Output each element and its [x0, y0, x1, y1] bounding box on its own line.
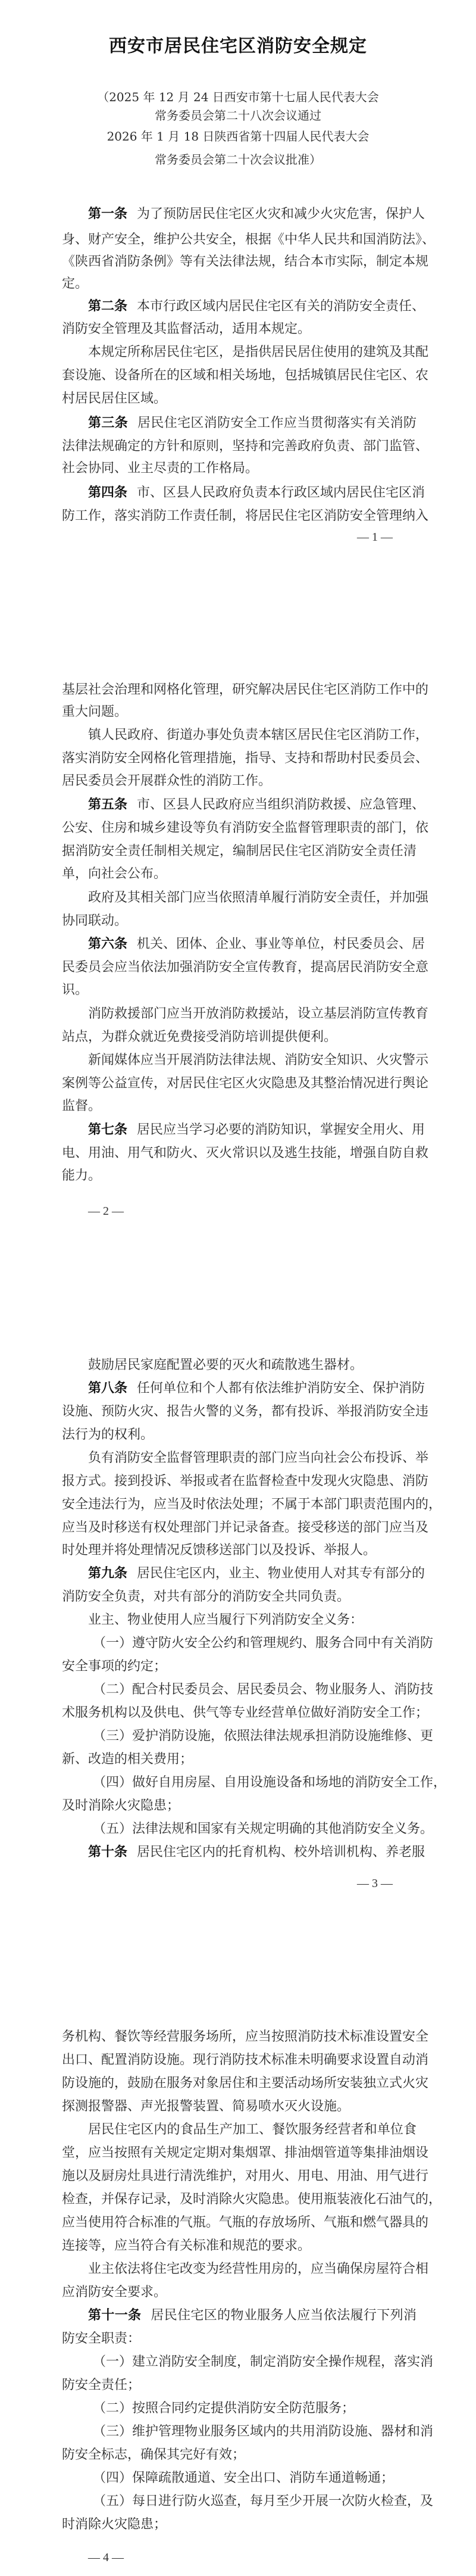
article-label: 第四条 — [88, 485, 128, 500]
body-line: 定。 — [62, 276, 89, 291]
body-line: 鼓励居民家庭配置必要的灭火和疏散逃生器材。 — [88, 1358, 364, 1373]
list-item-line: （四）保障疏散通道、安全出口、消防车通道畅通； — [93, 2471, 394, 2485]
body-line: 负有消防安全监督管理职责的部门应当向社会公布投诉、举 — [88, 1451, 429, 1465]
article-8-line: 第八条 任何单位和个人都有依法维护消防安全、保护消防 — [88, 1381, 425, 1396]
body-line: 据消防安全责任制相关规定，编制居民住宅区消防安全责任清 — [62, 844, 416, 859]
article-4-line: 第四条 市、区县人民政府负责本行政区域内居民住宅区消 — [88, 485, 425, 500]
adoption-note-line: 2026 年 1 月 18 日陕西省第十四届人民代表大会 — [107, 129, 369, 144]
article-9-line: 第九条 居民住宅区内，业主、物业使用人对其专有部分的 — [88, 1566, 425, 1581]
article-label: 第八条 — [88, 1381, 128, 1396]
body-line: 堂，应当按照有关规定定期对集烟罩、排油烟管道等集排油烟设 — [62, 2145, 429, 2160]
article-label: 第二条 — [88, 299, 128, 314]
body-line: 消防安全管理及其监督活动，适用本规定。 — [62, 322, 311, 336]
body-line: 套设施、设备所在的区域和相关场地，包括城镇居民住宅区、农 — [62, 368, 429, 383]
article-6-line: 第六条 机关、团体、企业、事业等单位，村民委员会、居 — [88, 937, 425, 952]
body-line: 法行为的权利。 — [62, 1427, 154, 1442]
body-line: 公安、住房和城乡建设等负有消防安全监督管理职责的部门，依 — [62, 821, 429, 835]
body-line: 监督。 — [62, 1099, 102, 1114]
article-label: 第三条 — [88, 416, 129, 431]
adoption-note-line: 常务委员会第二十次会议批准） — [155, 152, 321, 167]
list-item-line: （三）爱护消防设施，依照法律法规承担消防设施维修、更 — [93, 1729, 434, 1744]
body-line: 安全事项的约定； — [62, 1659, 167, 1674]
body-line: 应消防安全要求。 — [62, 2285, 167, 2300]
article-10-line: 第十条 居民住宅区内的托育机构、校外培训机构、养老服 — [88, 1845, 425, 1860]
body-line: 安全违法行为，应当及时依法处理；不属于本部门职责范围内的， — [62, 1497, 442, 1512]
body-line: 电、用油、用气和防火、灭火常识以及逃生技能，增强自防自救 — [62, 1146, 429, 1161]
document-title: 西安市居民住宅区消防安全规定 — [109, 36, 367, 57]
body-line: 报方式。接到投诉、举报或者在监督检查中发现火灾隐患、消防 — [62, 1474, 429, 1489]
body-line: 防安全职责： — [62, 2331, 141, 2346]
body-line: 政府及其相关部门应当依照清单履行消防安全责任，并加强 — [88, 890, 429, 905]
article-1-line: 第一条 为了预防居民住宅区火灾和减少火灾危害，保护人 — [88, 207, 425, 222]
body-line: 防安全标志，确保其完好有效； — [62, 2447, 246, 2462]
adoption-note-line: 常务委员会第二十八次会议通过 — [155, 108, 321, 123]
article-label: 第七条 — [88, 1122, 128, 1137]
body-line: 法律法规确定的方针和原则，坚持和完善政府负责、部门监管、 — [62, 439, 429, 454]
body-line: 术服务机构以及供电、供气等专业经营单位做好消防安全工作； — [62, 1705, 429, 1720]
body-line: 案例等公益宣传，对居民住宅区火灾隐患及其整治情况进行舆论 — [62, 1076, 429, 1091]
body-line: 时消除火灾隐患； — [62, 2517, 167, 2532]
body-line: 单，向社会公布。 — [62, 866, 167, 881]
body-line: 居民住宅区内的食品生产加工、餐饮服务经营者和单位食 — [88, 2122, 416, 2137]
body-line: 消防安全负责，对共有部分的消防安全共同负责。 — [62, 1589, 350, 1604]
body-line: 《陕西省消防条例》等有关法律法规，结合本市实际，制定本规 — [62, 254, 429, 269]
list-item-line: （二）按照合同约定提供消防安全防范服务； — [93, 2401, 355, 2416]
body-line: 应当使用符合标准的气瓶。气瓶的存放场所、气瓶和燃气器具的 — [62, 2215, 429, 2230]
body-line: 防工作，落实消防工作责任制，将居民住宅区消防安全管理纳入 — [62, 509, 429, 523]
list-item-line: （四）做好自用房屋、自用设施设备和场地的消防安全工作， — [93, 1775, 447, 1790]
body-line: 镇人民政府、街道办事处负责本辖区居民住宅区消防工作， — [88, 728, 429, 743]
article-label: 第九条 — [88, 1566, 128, 1581]
list-item-line: （二）配合村民委员会、居民委员会、物业服务人、消防技 — [93, 1682, 434, 1697]
body-line: 新、改造的相关费用； — [62, 1752, 193, 1767]
body-line: 协同联动。 — [62, 913, 128, 928]
body-line: 社会协同、业主尽责的工作格局。 — [62, 461, 259, 476]
body-line: 村居民居住区域。 — [62, 391, 167, 406]
body-line: 业主依法将住宅改变为经营性用房的，应当确保房屋符合相 — [88, 2262, 429, 2276]
body-line: 识。 — [62, 983, 89, 997]
article-label: 第一条 — [88, 207, 128, 222]
article-7-line: 第七条 居民应当学习必要的消防知识，掌握安全用火、用 — [88, 1122, 425, 1137]
body-line: 时处理并将处理情况反馈移送部门以及投诉、举报人。 — [62, 1543, 377, 1558]
list-item-line: （五）法律法规和国家有关规定明确的其他消防安全义务。 — [93, 1822, 434, 1836]
list-item-line: （三）维护管理物业服务区域内的共用消防设施、器材和消 — [93, 2424, 434, 2439]
article-3-line: 第三条 居民住宅区消防安全工作应当贯彻落实有关消防 — [88, 416, 416, 431]
page-number: — 1 — — [357, 531, 393, 544]
list-item-line: （五）每日进行防火巡查，每月至少开展一次防火检查，及 — [93, 2494, 434, 2509]
page-number: — 3 — — [357, 1877, 393, 1890]
body-line: 能力。 — [62, 1168, 102, 1183]
body-line: 设施、预防火灾、报告火警的义务，都有投诉、举报消防安全违 — [62, 1404, 429, 1419]
body-line: 施以及厨房灶具进行清洗维护，对用火、用电、用油、用气进行 — [62, 2169, 429, 2184]
body-line: 探测报警器、声光报警装置、简易喷水灭火设施。 — [62, 2099, 350, 2114]
body-line: 新闻媒体应当开展消防法律法规、消防安全知识、火灾警示 — [88, 1053, 429, 1068]
body-line: 防安全责任； — [62, 2378, 141, 2393]
body-line: 务机构、餐饮等经营服务场所，应当按照消防技术标准设置安全 — [62, 2029, 429, 2044]
adoption-note-line: （2025 年 12 月 24 日西安市第十七届人民代表大会 — [97, 90, 379, 104]
article-label: 第六条 — [88, 937, 128, 952]
body-line: 民委员会应当依法加强消防安全宣传教育，提高居民消防安全意 — [62, 960, 429, 975]
body-line: 连接等，应当符合有关标准和规范的要求。 — [62, 2238, 311, 2253]
article-label: 第十一条 — [88, 2308, 142, 2323]
page-number: — 2 — — [88, 1205, 124, 1218]
body-line: 站点，为群众就近免费接受消防培训提供便利。 — [62, 1030, 337, 1044]
body-line: 重大问题。 — [62, 704, 128, 719]
body-line: 出口、配置消防设施。现行消防技术标准未明确要求设置自动消 — [62, 2053, 429, 2067]
article-5-line: 第五条 市、区县人民政府应当组织消防救援、应急管理、 — [88, 797, 425, 812]
article-2-line: 第二条 本市行政区域内居民住宅区有关的消防安全责任、 — [88, 299, 425, 314]
body-line: 及时消除火灾隐患； — [62, 1798, 180, 1813]
body-line: 基层社会治理和网格化管理，研究解决居民住宅区消防工作中的 — [62, 682, 429, 697]
body-line: 消防救援部门应当开放消防救援站，设立基层消防宣传教育 — [88, 1006, 429, 1021]
body-line: 身、财产安全，维护公共安全，根据《中华人民共和国消防法》、 — [62, 232, 436, 247]
body-line: 落实消防安全网格化管理措施，指导、支持和帮助村民委员会、 — [62, 751, 429, 766]
article-label: 第五条 — [88, 797, 128, 812]
list-item-line: （一）遵守防火安全公约和管理规约、服务合同中有关消防 — [93, 1636, 434, 1651]
list-item-line: （一）建立消防安全制度，制定消防安全操作规程，落实消 — [93, 2354, 434, 2369]
body-line: 检查，并保存记录，及时消除火灾隐患。使用瓶装液化石油气的， — [62, 2192, 442, 2207]
body-line: 本规定所称居民住宅区，是指供居民居住使用的建筑及其配 — [88, 345, 429, 360]
body-line: 防设施的，鼓励在服务对象居住和主要活动场所安装独立式火灾 — [62, 2076, 429, 2091]
article-11-line: 第十一条 居民住宅区的物业服务人应当依法履行下列消 — [88, 2308, 416, 2323]
page-number: — 4 — — [88, 2551, 124, 2564]
article-label: 第十条 — [88, 1845, 128, 1860]
body-line: 居民委员会开展群众性的消防工作。 — [62, 774, 272, 788]
body-line: 业主、物业使用人应当履行下列消防安全义务： — [88, 1613, 364, 1627]
body-line: 应当及时移送有权处理部门并记录备查。接受移送的部门应当及 — [62, 1520, 429, 1535]
